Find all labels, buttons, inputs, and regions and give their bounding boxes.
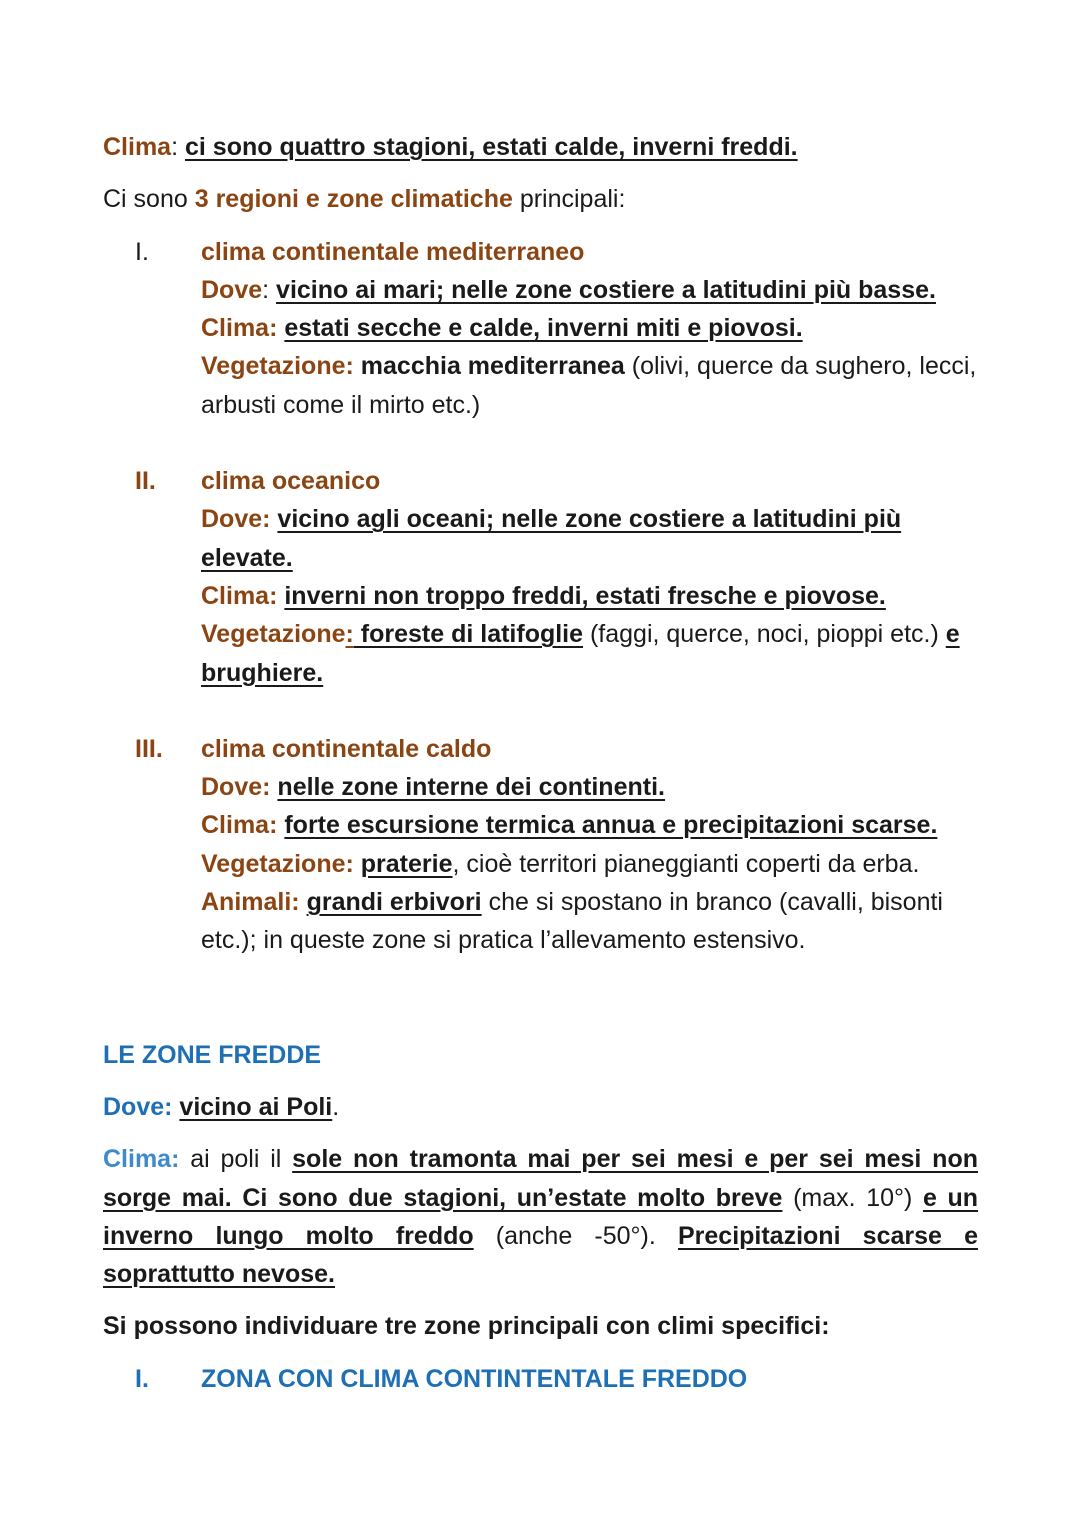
cold-heading: LE ZONE FREDDE	[103, 1040, 322, 1069]
zone-3-animali: Animali: grandi erbivori che si spostano in branco (cavalli, bisonti etc.); in queste zone si pratica l’allevamento estensivo.	[201, 888, 943, 955]
cold-zone-1	[103, 1360, 978, 1398]
intro-regions-line: Ci sono 3 regioni e zone climatiche principali:	[103, 185, 626, 214]
zone-3-title: clima continentale caldo	[201, 734, 492, 763]
zone-3-dove: Dove: nelle zone interne dei continenti.	[201, 773, 665, 802]
zone-1	[103, 233, 978, 424]
zone-3-clima: Clima: forte escursione termica annua e precipitazioni scarse.	[201, 811, 938, 840]
zone-1-numeral: I.	[135, 237, 149, 266]
cold-clima: Clima: ai poli il sole non tramonta mai per sei mesi e per sei mesi non sorge mai. Ci sono due stagioni, un’estate molto breve (max. 10°) e un inverno lungo molto freddo (anche -50°). Precipitazioni scarse e soprattutto nevose.	[103, 1145, 978, 1289]
zone-1-clima: Clima: estati secche e calde, inverni miti e piovosi.	[201, 314, 803, 343]
zone-2-vegetazione: Vegetazione: foreste di latifoglie (faggi, querce, noci, pioppi etc.) e brughiere.	[201, 620, 960, 687]
zone-2-numeral: II.	[135, 467, 156, 496]
clima-text: ci sono quattro stagioni, estati calde, inverni freddi.	[185, 133, 798, 161]
cold-dove: Dove: vicino ai Poli.	[103, 1092, 340, 1121]
cold-sub-intro: Si possono individuare tre zone principali con climi specifici:	[103, 1312, 830, 1341]
zone-1-dove: Dove: vicino ai mari; nelle zone costiere a latitudini più basse.	[201, 275, 936, 304]
zone-2	[103, 462, 978, 692]
cold-zone-1-title: ZONA CON CLIMA CONTINTENTALE FREDDO	[201, 1364, 748, 1393]
zone-3-vegetazione: Vegetazione: praterie, cioè territori pianeggianti coperti da erba.	[201, 849, 920, 878]
zone-2-clima: Clima: inverni non troppo freddi, estati fresche e piovose.	[201, 581, 886, 610]
zone-2-dove: Dove: vicino agli oceani; nelle zone costiere a latitudini più elevate.	[201, 505, 902, 572]
zone-1-vegetazione: Vegetazione: macchia mediterranea (olivi, querce da sughero, lecci, arbusti come il mirto etc.)	[201, 352, 977, 419]
document-page	[103, 128, 978, 1398]
regions-highlight: 3 regioni e zone climatiche	[194, 185, 513, 214]
zone-2-title: clima oceanico	[201, 467, 381, 496]
zone-1-title: clima continentale mediterraneo	[201, 237, 585, 266]
clima-label: Clima	[103, 133, 172, 161]
zone-3	[103, 730, 978, 960]
intro-clima-line: Clima: ci sono quattro stagioni, estati calde, inverni freddi.	[103, 133, 798, 161]
zone-3-numeral: III.	[135, 734, 163, 763]
cold-zone-1-numeral: I.	[135, 1364, 149, 1393]
